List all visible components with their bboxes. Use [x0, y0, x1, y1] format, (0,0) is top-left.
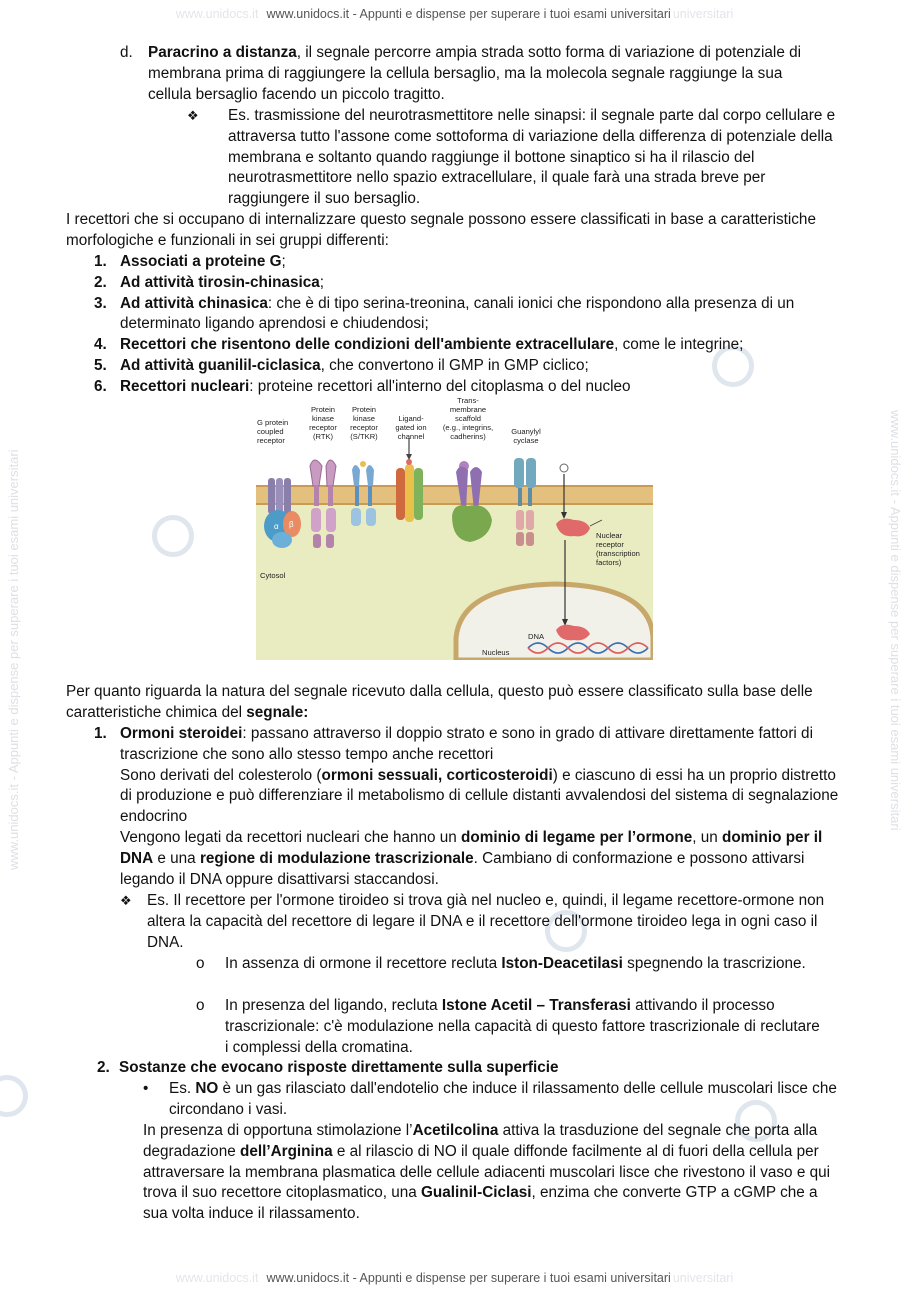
alpha-label: α	[274, 522, 279, 531]
circle-bullet-icon: o	[196, 955, 205, 972]
header-ghost-left: www.unidocs.it	[175, 7, 259, 21]
watermark-logo	[0, 1075, 28, 1117]
steroid-line1: : passano attraverso il doppio strato e sono in grado di attivare direttamente fattori di trascrizione che sono allo stesso tempo anche recettori	[120, 725, 813, 763]
list-item	[94, 294, 854, 336]
label-gpcr-3: receptor	[257, 436, 285, 445]
ach-a: In presenza di opportuna stimolazione l’	[143, 1122, 413, 1139]
list-number: 1.	[94, 725, 107, 742]
surface-title: Sostanze che evocano risposte direttamente sulla superficie	[119, 1059, 559, 1076]
beta-label: β	[289, 520, 294, 529]
item-d-title: Paracrino a distanza	[148, 44, 297, 61]
label-ion-3: channel	[397, 432, 425, 441]
page-header	[0, 4, 909, 25]
thyroid-text: Es. Il recettore per l'ormone tiroideo si trova già nel nucleo e, quindi, il legame recettore-ormone non altera la capacità del recettore di legare il DNA e il recettore dell'ormone tiroideo lega in ogni caso il DNA.	[147, 892, 825, 951]
receptor-desc: , che convertono il GMP in GMP ciclico;	[320, 356, 589, 374]
receptor-desc: , come le integrine;	[614, 336, 744, 354]
label-guanylyl-2: cyclase	[513, 436, 539, 445]
list-number: 5.	[94, 356, 107, 374]
label-dna: DNA	[528, 632, 545, 641]
list-item	[94, 335, 854, 356]
label-ion-1: Ligand-	[398, 414, 424, 423]
acetylcholine-paragraph	[143, 1121, 843, 1225]
label-scaffold-4: (e.g., integrins,	[442, 423, 494, 432]
list-number: 6.	[94, 377, 107, 395]
receptor-type: Ad attività tirosin-chinasica	[120, 273, 320, 291]
label-gpcr-1: G protein	[257, 418, 289, 427]
steroid-section	[94, 724, 846, 890]
receptors-intro: I recettori che si occupano di internalizzare questo segnale possono essere classificati in base a caratteristiche morfologiche e funzionali in sei gruppi differenti:	[66, 211, 816, 249]
bullet-icon: •	[143, 1080, 149, 1097]
receptor-desc: ;	[319, 273, 325, 291]
ach-g: , enzima che converte GTP a cGMP che a sua volta induce il rilassamento.	[143, 1184, 818, 1223]
list-number: 3.	[94, 294, 107, 312]
list-item	[94, 356, 854, 377]
thyroid-sub-2	[196, 996, 826, 1058]
list-item	[94, 273, 854, 294]
label-guanylyl-1: Guanylyl	[511, 427, 541, 436]
receptor-type: Ad attività guanilil-ciclasica	[120, 356, 321, 374]
label-rtk-2: kinase	[312, 414, 334, 423]
steroid-title: Ormoni steroidei	[120, 725, 243, 742]
signal-intro	[66, 682, 826, 724]
label-ion-2: gated ion	[395, 423, 427, 432]
steroid-line2b: ormoni sessuali, corticosteroidi	[321, 766, 553, 784]
watermark-logo	[152, 515, 194, 557]
item-d-text: , il segnale percorre ampia strada sotto forma di variazione di potenziale di membrana prima di raggiungere la cellula bersaglio, ma la molecola segnale raggiunge la sua cellula bersaglio facendo un piccolo tragitto.	[148, 44, 801, 103]
receptor-desc: ;	[281, 253, 286, 270]
steroid-line3c: , un	[692, 828, 722, 846]
label-scaffold-1: Trans-	[457, 398, 479, 405]
footer-ghost-right: universitari	[672, 1271, 734, 1285]
steroid-line3f: regione di modulazione trascrizionale	[199, 849, 474, 867]
circle-bullet-icon: o	[196, 997, 205, 1014]
label-scaffold-3: scaffold	[454, 414, 482, 423]
label-scaffold-2: membrane	[449, 405, 487, 414]
ach-f: Gualinil-Ciclasi	[421, 1184, 532, 1202]
label-scaffold-5: cadherins)	[450, 432, 486, 441]
thyroid-sub-2-pre: In presenza del ligando, recluta	[225, 997, 442, 1014]
ach-e: e al rilascio di NO il quale diffonde facilmente al di fuori della cellula per attraversare la membrana plasmatica delle cellule adiacenti muscolari lisce che rivestono il vaso e qui trova il suo recettore citoplasmatico, una	[143, 1142, 830, 1202]
no-example-post: è un gas rilasciato dall'endotelio che induce il rilassamento delle cellule muscolari lisce che circondano i vasi.	[169, 1080, 837, 1118]
thyroid-sub-1-post: spegnendo la trascrizione.	[622, 955, 806, 972]
list-number: 2.	[94, 273, 107, 291]
label-nuclear-3: (transcription	[596, 549, 640, 558]
steroid-line2c: ) e ciascuno di essi ha un proprio distretto di produzione e può differenziare il metabolismo di cellule distanti avvalendosi del sistema di segnalazione endocrino	[120, 766, 839, 826]
steroid-line3a: Vengono legati da recettori nucleari che hanno un	[120, 828, 462, 846]
footer-ghost-left: www.unidocs.it	[175, 1271, 259, 1285]
steroid-line3e: e una	[153, 849, 200, 867]
steroid-line3b: dominio di legame per l’ormone	[461, 828, 693, 846]
steroid-line3g: . Cambiano di conformazione e possono attivarsi legando il DNA oppure disattivarsi staccandosi.	[120, 849, 805, 888]
label-stkr-3: receptor	[350, 423, 378, 432]
label-stkr-2: kinase	[353, 414, 375, 423]
list-number: 1.	[94, 253, 107, 270]
receptor-type: Ad attività chinasica	[120, 294, 268, 312]
example-synapse	[188, 106, 838, 210]
signal-intro-bold: segnale:	[246, 703, 309, 721]
label-rtk-3: receptor	[309, 423, 337, 432]
label-nucleus: Nucleus	[482, 648, 510, 657]
no-example	[143, 1079, 843, 1121]
receptor-type: Recettori nucleari	[120, 377, 250, 395]
diamond-bullet-icon: ❖	[187, 108, 199, 123]
label-gpcr-2: coupled	[257, 427, 284, 436]
header-ghost-right: universitari	[672, 7, 734, 21]
receptor-type: Recettori che risentono delle condizioni dell'ambiente extracellulare	[120, 336, 615, 354]
thyroid-sub-2-post: attivando il processo trascrizionale: c'è modulazione nella capacità di questo fattore trascrizionale di reclutare i complessi della cromatina.	[225, 997, 820, 1056]
receptor-types-figure	[256, 398, 653, 660]
thyroid-sub-1-bold: Iston-Deacetilasi	[501, 955, 623, 972]
list-number: 4.	[94, 336, 107, 354]
signal-intro-text: Per quanto riguarda la natura del segnale ricevuto dalla cellula, questo può essere classificato sulla base delle caratteristiche chimica del	[66, 683, 813, 721]
no-example-bold: NO	[195, 1080, 219, 1097]
example-synapse-text: Es. trasmissione del neurotrasmettitore nelle sinapsi: il segnale parte dal corpo cellulare e attraversa tutto l'assone come sottoforma di variazione della differenza di potenziale della membrana e soltanto quando raggiunge il bottone sinaptico si ha il rilascio del neurotrasmettitore nello spazio extracellulare, il quale farà una strada breve per raggiungere il suo bersaglio.	[228, 107, 836, 208]
list-item-d	[120, 43, 823, 105]
ach-d: dell’Arginina	[239, 1142, 333, 1160]
label-nuclear-2: receptor	[596, 540, 624, 549]
thyroid-sub-1	[196, 954, 826, 975]
diamond-bullet-icon: ❖	[120, 893, 132, 908]
label-stkr-4: (S/TKR)	[350, 432, 378, 441]
thyroid-sub-2-bold: Istone Acetil – Transferasi	[441, 997, 631, 1014]
list-item	[94, 377, 854, 398]
list-item	[94, 252, 854, 273]
label-rtk-4: (RTK)	[312, 432, 334, 441]
steroid-line3d: dominio per il DNA	[120, 828, 823, 867]
receptor-list	[94, 252, 854, 398]
label-rtk-1: Protein	[310, 405, 336, 414]
label-nuclear-1: Nuclear	[596, 531, 623, 540]
side-watermark-left: www.unidocs.it - Appunti e dispense per superare i tuoi esami universitari	[6, 449, 21, 870]
list-number: 2.	[97, 1059, 110, 1076]
side-watermark-right: www.unidocs.it - Appunti e dispense per superare i tuoi esami universitari	[888, 410, 903, 831]
label-stkr-1: Protein	[351, 405, 377, 414]
steroid-line2a: Sono derivati del colesterolo (	[120, 766, 322, 784]
receptor-type: Associati a proteine G	[120, 253, 282, 270]
thyroid-sub-1-pre: In assenza di ormone il recettore recluta	[225, 955, 502, 972]
ach-c: attiva la trasduzione del segnale che porta alla degradazione	[143, 1122, 818, 1160]
header-text: www.unidocs.it - Appunti e dispense per superare i tuoi esami universitari	[266, 7, 671, 21]
footer-text: www.unidocs.it - Appunti e dispense per superare i tuoi esami universitari	[266, 1271, 671, 1285]
receptor-desc: : proteine recettori all'interno del citoplasma o del nucleo	[249, 377, 631, 395]
surface-section	[97, 1058, 827, 1079]
no-example-pre: Es.	[169, 1080, 196, 1097]
list-marker: d.	[120, 44, 133, 61]
thyroid-example	[120, 891, 840, 953]
label-cytosol: Cytosol	[260, 571, 286, 580]
receptor-desc: : che è di tipo serina-treonina, canali ionici che rispondono alla presenza di un determinato ligando aprendosi e chiudendosi;	[120, 294, 795, 333]
label-nuclear-4: factors)	[596, 558, 622, 567]
ach-b: Acetilcolina	[412, 1122, 499, 1139]
